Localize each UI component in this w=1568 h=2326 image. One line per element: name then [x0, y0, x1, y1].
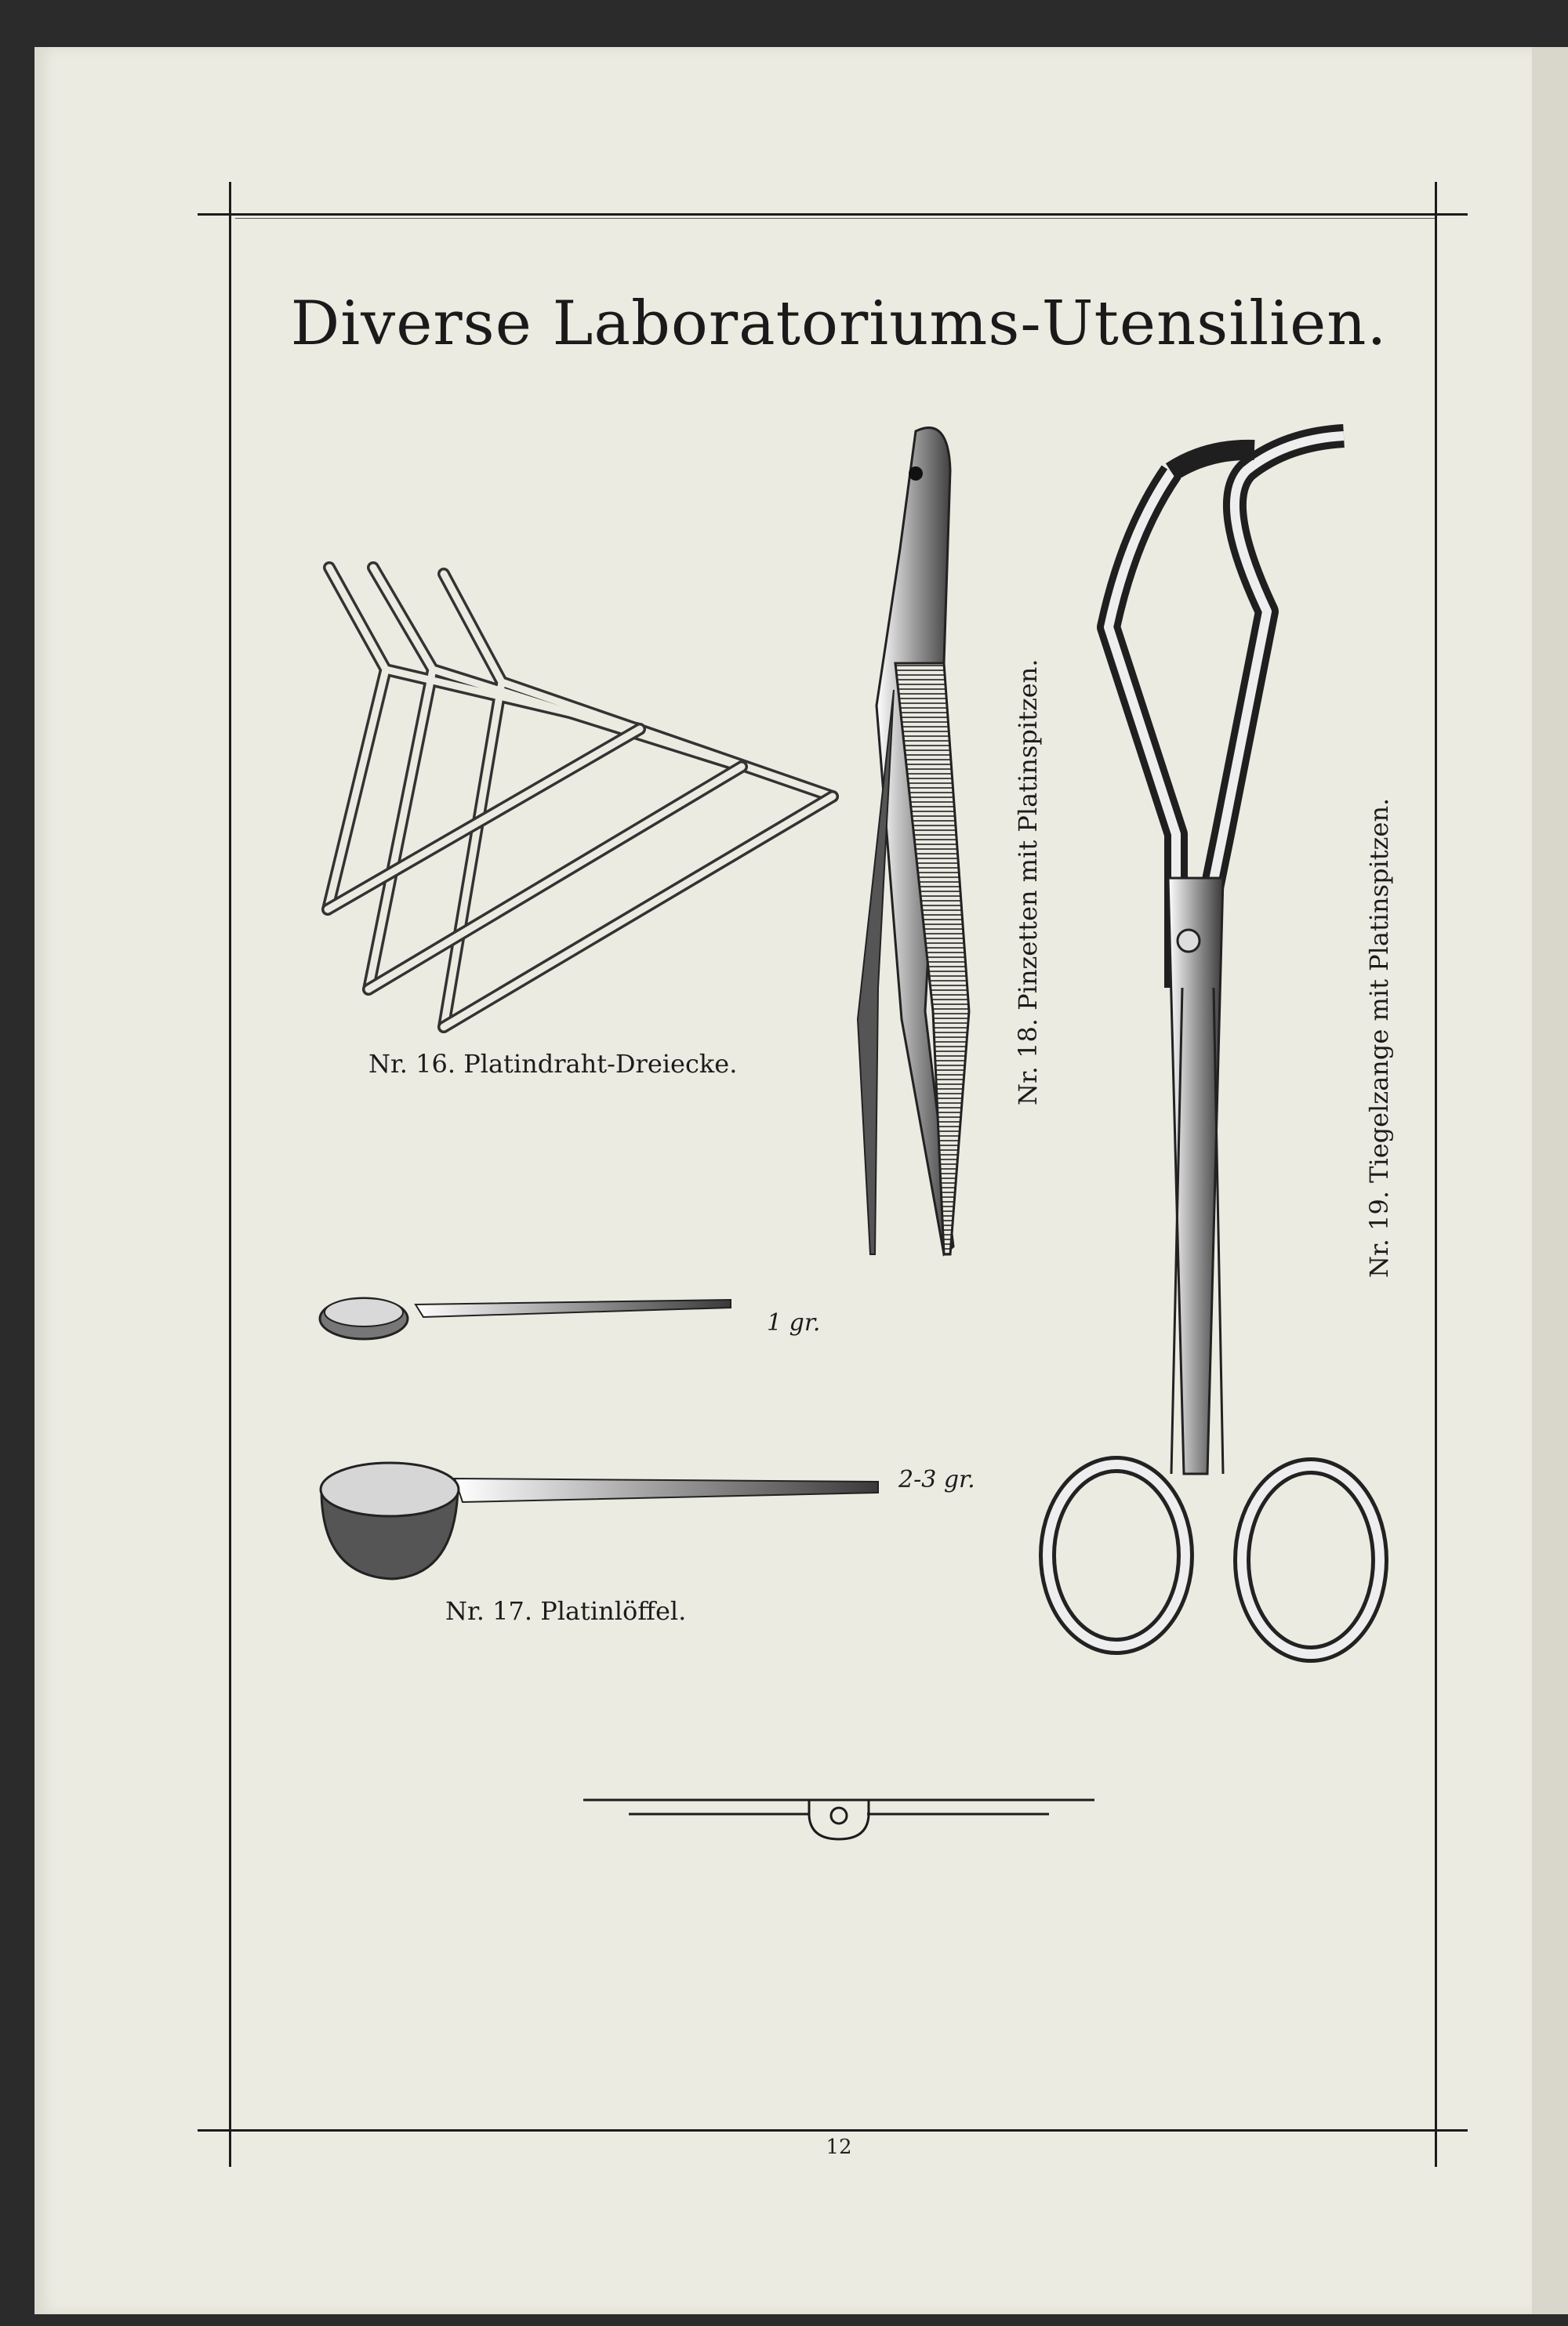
caption-nr-16: Nr. 16. Platindraht-Dreiecke.: [368, 1049, 738, 1079]
page-title: Diverse Laboratoriums-Utensilien.: [290, 288, 1388, 359]
crucible-tongs-illustration: [1047, 436, 1380, 1654]
tweezers-illustration: [858, 428, 969, 1254]
caption-nr-17: Nr. 17. Platinlöffel.: [445, 1596, 687, 1626]
divider-ornament: [583, 1800, 1094, 1839]
caption-nr-18: Nr. 18. Pinzetten mit Platinspitzen.: [1013, 659, 1043, 1105]
spoon-size-small: 1 gr.: [767, 1309, 821, 1337]
spoon-size-large: 2-3 gr.: [898, 1466, 975, 1493]
wire-triangles-illustration: [328, 568, 833, 1027]
caption-nr-19: Nr. 19. Tiegelzange mit Platinspitzen.: [1364, 797, 1394, 1278]
platinum-spoons-illustration: [320, 1298, 878, 1579]
page-number: 12: [826, 2135, 852, 2159]
